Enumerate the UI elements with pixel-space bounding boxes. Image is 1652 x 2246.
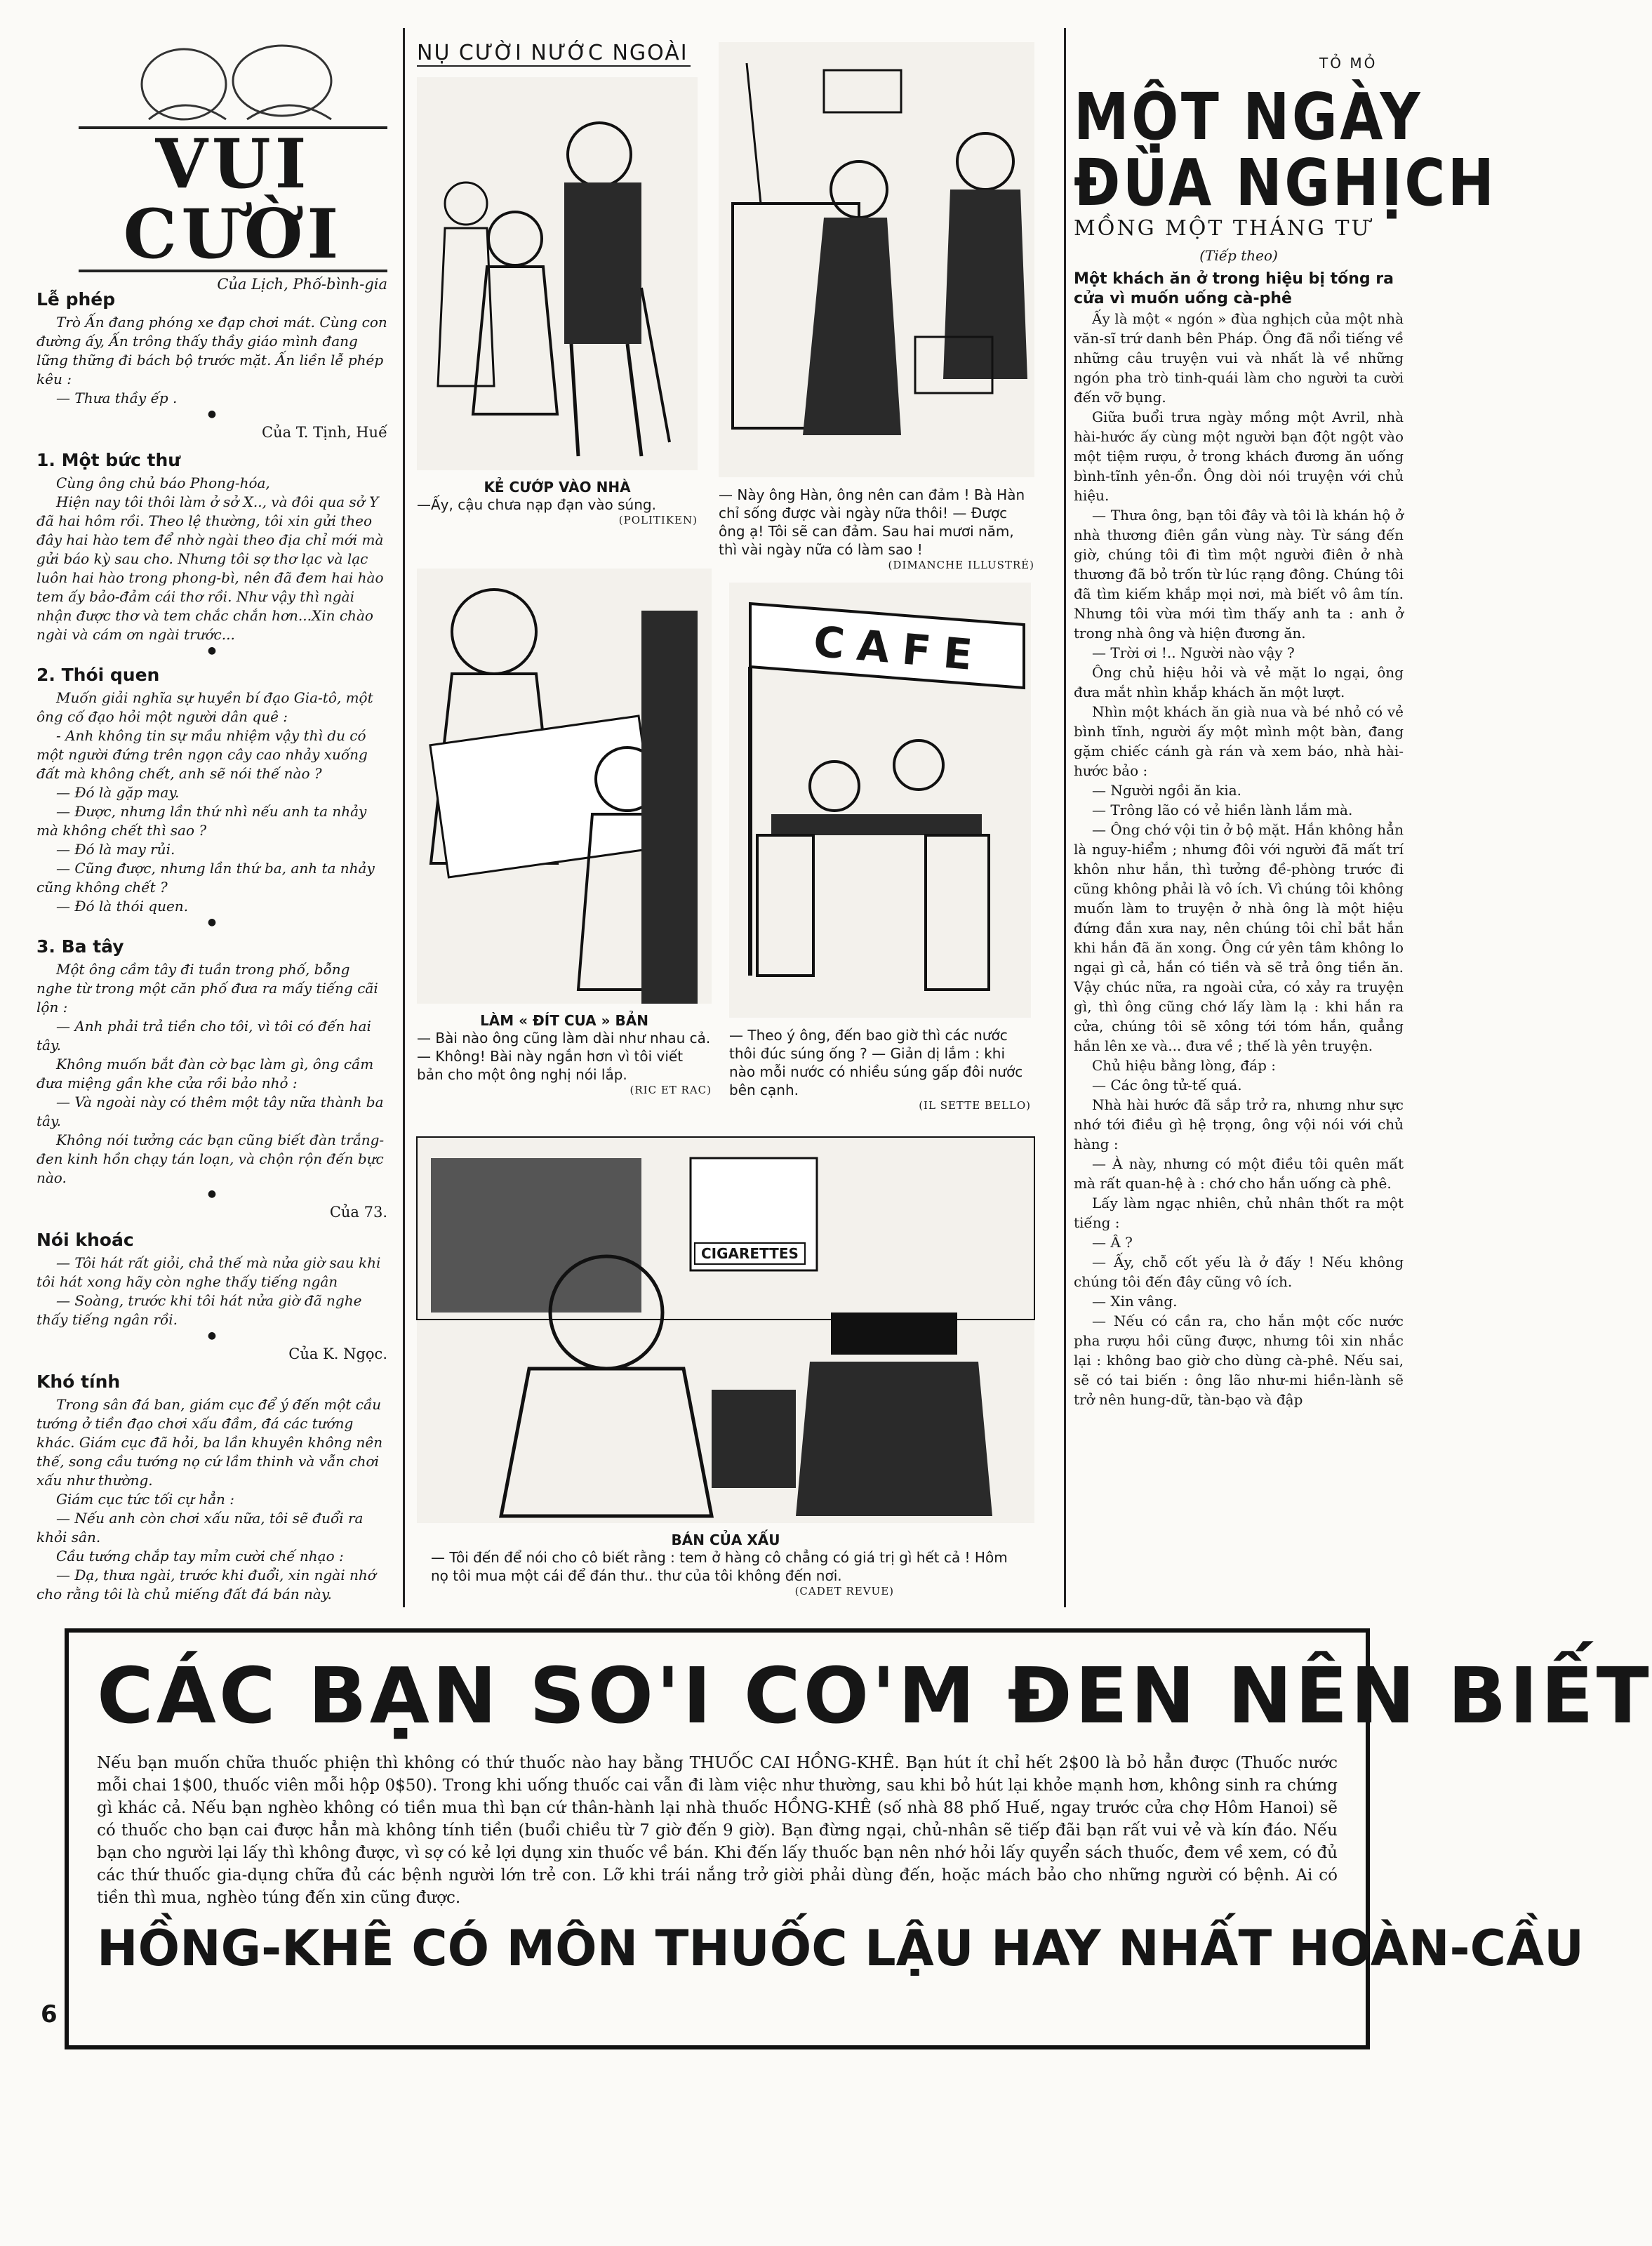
cartoon-source: (DIMANCHE ILLUSTRÉ) [888, 559, 1034, 571]
byline: Của Lịch, Phố-bình-gia [217, 276, 387, 293]
article-subheading: Một khách ăn ở trong hiệu bị tống ra cửa vì muốn uống cà-phê [1074, 270, 1394, 307]
article-text: Cùng ông chủ báo Phong-hóa, [56, 474, 270, 491]
article-text: — Đó là may rủi. [56, 841, 175, 858]
cartoon-caption: — Theo ý ông, đến bao giờ thì các nước thôi đúc súng ống ? — Giản dị lắm : khi nào mỗi nước có nhiều súng gấp đôi nước bên cạnh. [729, 1027, 1023, 1098]
separator-dot: ● [207, 408, 217, 420]
article-text: — Cũng được, nhưng lần thứ ba, anh ta nhảy cũng không chết ? [36, 860, 375, 896]
cartoon-panel-hospital [719, 42, 1034, 590]
cartoon-title: LÀM « ĐÍT CUA » BẢN [480, 1012, 648, 1029]
cartoons-column [410, 28, 1041, 1597]
article-text: Lấy làm ngạc nhiên, chủ nhân thốt ra một tiếng : [1074, 1195, 1404, 1231]
article-text: — Đó là thói quen. [56, 898, 189, 915]
cartoon-title: BÁN CỦA XẤU [671, 1531, 780, 1548]
section-label: TỎ MỎ [1319, 55, 1378, 72]
right-column [1074, 42, 1497, 1607]
cartoon-source: (CADET REVUE) [794, 1585, 894, 1597]
cartoon-illustration [719, 42, 1034, 477]
article-heading: 3. Ba tây [36, 936, 124, 957]
section-title: NỤ CƯỜI NƯỚC NGOÀI [417, 41, 691, 67]
cartoon-source: (IL SETTE BELLO) [919, 1099, 1031, 1112]
ad-body: Nếu bạn muốn chữa thuốc phiện thì không có thứ thuốc nào hay bằng THUỐC CAI HỒNG-KHÊ. Bạn hút ít chỉ hết 2$00 là bỏ hẳn được (Thuốc nước mỗi chai 1$00, thuốc viên mỗi hộp 0$50). Trong khi uống thuốc cai vẫn đi làm việc như thường, sau khi bỏ hút lại khỏe mạnh hơn, không sinh ra chứng gì khác cả. Nếu bạn nghèo không có tiền mua thì bạn cứ thân-hành lại nhà thuốc HỒNG-KHÊ (số nhà 88 phố Huế, ngay trước cửa chợ Hôm Hanoi) sẽ có thuốc cho bạn cai được hẳn mà không tính tiền (buổi chiều từ 7 giờ đến 9 giờ). Bạn đừng ngại, chủ-nhân sẽ tiếp đãi bạn rất vui vẻ và kín đáo. Nếu bạn cho người lại lấy thì không được, vì sợ có kẻ lợi dụng xin thuốc về bán. Khi đến lấy thuốc bạn nên nhớ hỏi lấy quyển sách thuốc, đem về xem, có đủ các thứ thuốc gia-dụng chữa đủ các bệnh người lớn trẻ con. Lỡ khi trái nắng trở giời phải dùng đến, hoặc mách bảo cho những người có bệnh. Ai có tiền thì mua, nghèo túng đến xin cũng được. [97, 1754, 1338, 1907]
article-text: Hiện nay tôi thôi làm ở sở X.., và đôi qua sở Y đã hai hôm rồi. Theo lệ thường, tôi xin gửi theo đây hai hào tem để nhờ ngài theo địa chỉ mới mà gửi báo kỳ sau cho. Nhưng tôi sợ thơ lạc và lạc luôn hai hào trong phong-bì, nên đã đem hai hào tem ấy bảo-đảm cái thơ rồi. Như vậy thì ngài nhận được thơ và tem chắc chắn hơn...Xin chào ngài và cám ơn ngài trước... [36, 493, 384, 643]
cartoon-illustration [417, 569, 712, 1004]
article-text: — Đó là gặp may. [56, 784, 180, 801]
article-text: Không nói tưởng các bạn cũng biết đàn trắng-đen kinh hồn chạy tán loạn, và chộn rộn đến bực nào. [36, 1131, 385, 1186]
page-number: 6 [41, 2000, 58, 2028]
column-divider [403, 28, 405, 1607]
article-text: — Nếu anh còn chơi xấu nữa, tôi sẽ đuổi ra khỏi sân. [36, 1510, 364, 1546]
article-text: Muốn giải nghĩa sự huyền bí đạo Gia-tô, một ông cố đạo hỏi một người dân quê : [36, 689, 373, 725]
article-text: Ấy là một « ngón » đùa nghịch của một nhà văn-sĩ trứ danh bên Pháp. Ông đã nổi tiếng về những câu truyện vui và nhất là về những ngón pha trò tinh-quái làm cho người ta cười đến vỡ bụng. [1074, 310, 1404, 406]
article-text: — Ông chớ vội tin ở bộ mặt. Hắn không hẳn là nguy-hiểm ; nhưng đôi với người đã mất trí khôn như hắn, thì tưởng đề-phòng trước đi cũng không phải là vô ích. Vì chúng tôi không muốn làm to truyện ở nhà ông là một hiệu đứng đắn xưa nay, nên chúng tôi chỉ bắt hắn khi hắn đã ăn xong. Ông cứ yên tâm không lo ngại gì cả, hắn có tiền và sẽ trả ông tiền ăn. Vậy chúc nữa, ra ngoài cửa, có xảy ra truyện gì, thì ông cũng chớ lấy làm lạ : khi hắn ra cửa, chúng tôi sẽ xông tới tóm hắn, quẳng hắn lên xe và... đưa về ; thế là yên truyện. [1074, 821, 1404, 1054]
article-text: — Trông lão có vẻ hiền lành lắm mà. [1092, 802, 1353, 818]
article-text: — Và ngoài này có thêm một tây nữa thành ba tây. [36, 1094, 384, 1129]
left-column [36, 42, 387, 1607]
article-heading: Lễ phép [36, 289, 116, 310]
article-text: Cầu tướng chắp tay mỉm cười chế nhạo : [56, 1548, 344, 1564]
cartoon-caption: — Tôi đến để nói cho cô biết rằng : tem ở hàng cô chẳng có giá trị gì hết cả ! Hôm nọ tôi mua một cái để đán thư.. thư của tôi không đến nơi. [431, 1549, 1008, 1584]
cartoon-caption: — Bài nào ông cũng làm dài như nhau cả. — Không! Bài này ngắn hơn vì tôi viết bản cho một ông nghị nói lắp. [417, 1030, 711, 1083]
article-text: — Trời ơi !.. Người nào vậy ? [1092, 644, 1295, 661]
article-title-line2: ĐÙA NGHỊCH [1074, 145, 1497, 220]
article-text: Trò Ấn đang phóng xe đạp chơi mát. Cùng con đường ấy, Ấn trông thấy thầy giáo mình đang lững thững đi bách bộ trước mặt. Ấn liền lễ phép kêu : [36, 314, 387, 387]
article-text: — Â ? [1092, 1234, 1133, 1251]
article-text: Giữa buổi trưa ngày mồng một Avril, nhà hài-hước ấy cùng một người bạn đột ngột vào một tiệm rượu, ở trong khách đương ăn uống bình-tĩnh yên-ổn. Ông dòi nói truyện với chủ hiệu. [1074, 408, 1404, 504]
byline: Của 73. [329, 1204, 387, 1221]
ad-footer: HỒNG-KHÊ CÓ MÔN THUỐC LẬU HAY NHẤT HOÀN-CẦU [97, 1920, 1584, 1977]
byline: Của T. Tịnh, Huế [262, 424, 387, 441]
cartoon-illustration [417, 1137, 1034, 1523]
article-text: — Các ông tử-tế quá. [1092, 1077, 1242, 1094]
article-text: — Anh phải trả tiền cho tôi, vì tôi có đến hai tây. [36, 1018, 371, 1054]
article-text: Nhìn một khách ăn già nua và bé nhỏ có vẻ bình tĩnh, người ấy một mình một bàn, đang gặm chiếc cánh gà rán và xem báo, nhà hài-hước bảo : [1074, 703, 1404, 779]
article-text: — À này, nhưng có một điều tôi quên mất mà rất quan-hệ à : chớ cho hắn uống cà phê. [1074, 1155, 1404, 1192]
cartoon-panel-robber [417, 77, 698, 562]
separator-dot: ● [207, 917, 217, 928]
section-logo: VUI CƯỜI [79, 126, 387, 272]
article-text: — Được, nhưng lần thứ nhì nếu anh ta nhảy mà không chết thì sao ? [36, 803, 367, 839]
advertisement-box [65, 1628, 1652, 2049]
cartoon-source: (RIC ET RAC) [630, 1084, 712, 1096]
cartoon-panel-speech [417, 569, 712, 1130]
article-text: — Dạ, thưa ngài, trước khi đuổi, xin ngài nhớ cho rằng tôi là chủ miếng đất đá bán này. [36, 1567, 376, 1602]
article-title-line1: MỘT NGÀY [1074, 79, 1423, 154]
article-text: — Xin vâng. [1092, 1293, 1178, 1310]
cartoon-caption: —Ấy, cậu chưa nạp đạn vào súng. [417, 496, 656, 513]
article-text: Nhà hài hước đã sắp trở ra, nhưng như sực nhớ tới điều gì hệ trọng, ông vội nói với chủ hàng : [1074, 1096, 1404, 1152]
article-text: — Tôi hát rất giỏi, chả thế mà nửa giờ sau khi tôi hát xong hãy còn nghe thấy tiếng ngân [36, 1254, 381, 1290]
separator-dot: ● [207, 645, 217, 656]
article-heading: 2. Thói quen [36, 665, 160, 685]
article-text: — Người ngồi ăn kia. [1092, 782, 1241, 799]
cartoon-panel-cafe [729, 583, 1031, 1130]
cigarettes-sign: CIGARETTES [694, 1242, 806, 1265]
article-heading: Khó tính [36, 1371, 121, 1392]
article-heading: 1. Một bức thư [36, 450, 181, 470]
ad-headline: CÁC BẠN SO'I CO'M ĐEN NÊN BIẾT [97, 1651, 1652, 1741]
article-text: — Thưa thầy ếp . [56, 390, 178, 406]
cartoon-illustration [417, 77, 698, 470]
cafe-sign: CAFE [811, 617, 987, 682]
article-subtitle: MỒNG MỘT THÁNG TƯ [1074, 216, 1371, 241]
article-heading: Nói khoác [36, 1230, 134, 1250]
article-text: — Nếu có cần ra, cho hắn một cốc nước pha rượu hồi cũng được, nhưng tôi xin nhắc lại : không bao giờ cho dùng cà-phê. Nếu sai, sẽ có tai biến : ông lão như-mi hiền-lành sẽ trở nên hung-dữ, tàn-bạo và đập [1074, 1313, 1404, 1408]
article-text: Trong sân đá ban, giám cục để ý đến một cầu tướng ở tiền đạo chơi xấu đầm, đá các tướng khác. Giám cục đã hỏi, ba lần khuyên không nên thế, song cầu tướng nọ cứ lầm thinh và vẫn chơi xấu như thường. [36, 1396, 383, 1489]
column-divider [1064, 28, 1066, 1607]
cartoon-logo-illustration [86, 42, 380, 126]
cartoon-panel-stamp-shop [417, 1137, 1034, 1597]
cartoon-source: (POLITIKEN) [618, 514, 698, 526]
article-text: — Soàng, trước khi tôi hát nửa giờ đã nghe thấy tiếng ngân rồi. [36, 1292, 362, 1328]
byline: Của K. Ngọc. [288, 1345, 387, 1362]
cartoon-caption: — Này ông Hàn, ông nên can đảm ! Bà Hàn chỉ sống được vài ngày nữa thôi! — Được ông ạ! Tôi sẽ can đảm. Sau hai mươi năm, thì vài ngày nữa có làm sao ! [719, 486, 1025, 558]
article-text: — Ấy, chỗ cốt yếu là ở đấy ! Nếu không chúng tôi đến đây cũng vô ích. [1074, 1254, 1404, 1290]
continued-label: (Tiếp theo) [1199, 247, 1278, 264]
article-text: Không muốn bắt đàn cờ bạc làm gì, ông cầm đưa miệng gần khe cửa rồi bảo nhỏ : [36, 1056, 374, 1091]
article-text: Ông chủ hiệu hỏi và vẻ mặt lo ngại, ông đưa mắt nhìn khắp khách ăn một lượt. [1074, 664, 1404, 700]
article-text: Một ông cầm tây đi tuần trong phố, bỗng nghe từ trong một căn phố đưa ra mấy tiếng cãi lộn : [36, 961, 378, 1016]
article-text: — Thưa ông, bạn tôi đây và tôi là khán hộ ở nhà thương điên gần vùng này. Từ sáng đến giờ, chúng tôi đi tìm một người điên ở nhà thương đã bỏ trốn từ lúc rạng đông. Chúng tôi đã tìm kiếm khắp mọi nơi, mà biết vô âm tín. Nhưng tôi vừa mới tìm thấy anh ta : anh ở trong nhà ông và hiện đương ăn. [1074, 507, 1404, 642]
article-text: Giám cục tức tối cự hẳn : [56, 1491, 234, 1508]
separator-dot: ● [207, 1188, 217, 1200]
separator-dot: ● [207, 1330, 217, 1341]
article-text: Chủ hiệu bằng lòng, đáp : [1092, 1057, 1277, 1074]
cartoon-title: KẺ CƯỚP VÀO NHÀ [484, 479, 631, 496]
article-text: - Anh không tin sự mầu nhiệm vậy thì du có một người đứng trên ngọn cây cao nhảy xuống đất mà không chết, anh sẽ nói thế nào ? [36, 727, 368, 782]
